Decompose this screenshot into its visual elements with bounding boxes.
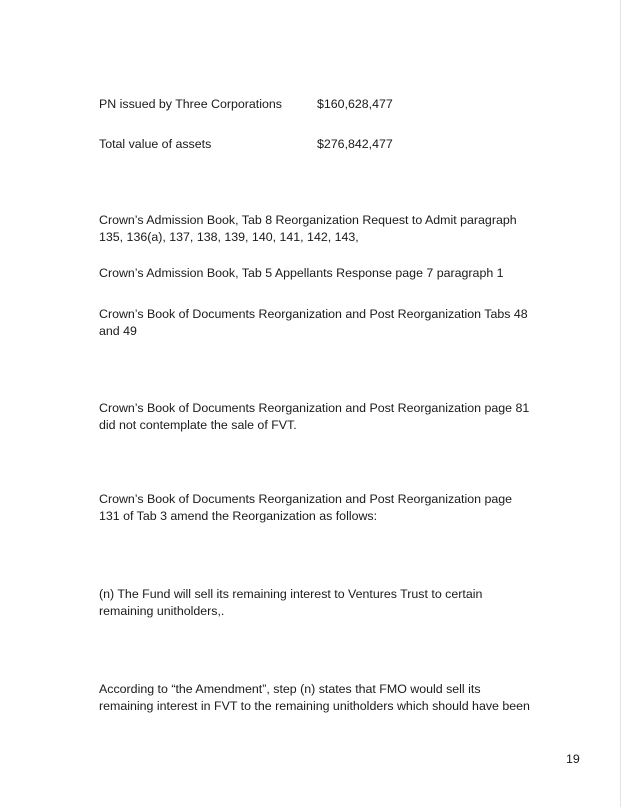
asset-row-total — [99, 136, 211, 153]
para-line: 131 of Tab 3 amend the Reorganization as follows: — [99, 509, 378, 523]
asset-row-pn — [99, 96, 282, 113]
paragraph-documents-page131 — [99, 491, 539, 525]
para-line: Crown’s Book of Documents Reorganization and Post Reorganization page 81 — [99, 401, 530, 415]
para-line: remaining unitholders,. — [99, 604, 225, 618]
para-line: and 49 — [99, 324, 137, 338]
paragraph-admission-tab5 — [99, 265, 539, 282]
paragraph-documents-tabs — [99, 306, 539, 340]
asset-label: PN issued by Three Corporations — [99, 97, 282, 111]
para-line: Crown’s Admission Book, Tab 8 Reorganization Request to Admit paragraph — [99, 213, 517, 227]
para-line: did not contemplate the sale of FVT. — [99, 418, 297, 432]
para-line: remaining interest in FVT to the remaining unitholders which should have been — [99, 699, 530, 713]
asset-amount-total: $276,842,477 — [317, 137, 393, 151]
paragraph-admission-tab8 — [99, 212, 539, 246]
paragraph-amendment — [99, 681, 569, 715]
paragraph-documents-page81 — [99, 400, 539, 434]
para-line: (n) The Fund will sell its remaining interest to Ventures Trust to certain — [99, 587, 483, 601]
para-line: 135, 136(a), 137, 138, 139, 140, 141, 142, 143, — [99, 230, 359, 244]
asset-amount-pn: $160,628,477 — [317, 97, 393, 111]
page-edge — [620, 0, 621, 807]
para-line: Crown’s Admission Book, Tab 5 Appellants Response page 7 paragraph 1 — [99, 266, 504, 280]
para-line: Crown’s Book of Documents Reorganization and Post Reorganization Tabs 48 — [99, 307, 528, 321]
asset-label: Total value of assets — [99, 137, 212, 151]
para-line: According to “the Amendment”, step (n) states that FMO would sell its — [99, 682, 481, 696]
paragraph-step-n — [99, 586, 539, 620]
para-line: Crown’s Book of Documents Reorganization and Post Reorganization page — [99, 492, 513, 506]
page-number: 19 — [566, 752, 580, 766]
